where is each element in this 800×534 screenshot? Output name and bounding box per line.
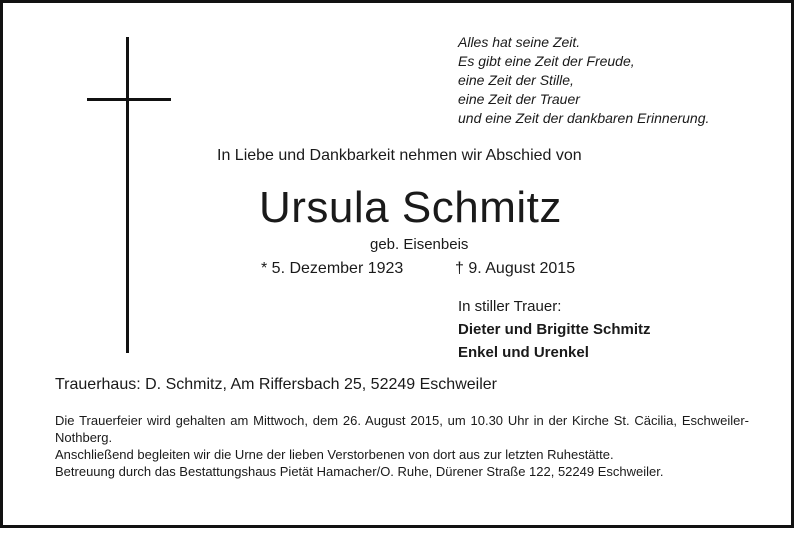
- poem-line: und eine Zeit der dankbaren Erinnerung.: [458, 110, 710, 126]
- poem: [458, 33, 709, 128]
- deceased-name: Ursula Schmitz: [259, 183, 562, 232]
- paragraph: Betreuung durch das Bestattungshaus Pietät Hamacher/O. Ruhe, Dürener Straße 122, 52249 Eschweiler.: [55, 464, 664, 479]
- mourners-heading: In stiller Trauer:: [458, 298, 562, 315]
- mourners-name: Dieter und Brigitte Schmitz: [458, 321, 651, 338]
- mourners-name: Enkel und Urenkel: [458, 344, 589, 361]
- ceremony-details: [55, 412, 749, 480]
- mourning-house-address: Trauerhaus: D. Schmitz, Am Riffersbach 25, 52249 Eschweiler: [55, 376, 497, 393]
- intro-text: In Liebe und Dankbarkeit nehmen wir Abschied von: [217, 147, 582, 164]
- paragraph: Anschließend begleiten wir die Urne der lieben Verstorbenen von dort aus zur letzten Ruhestätte.: [55, 447, 614, 462]
- paragraph: Die Trauerfeier wird gehalten am Mittwoch, dem 26. August 2015, um 10.30 Uhr in der Kirche St. Cäcilia, Eschweiler-Nothberg.: [55, 413, 749, 445]
- birth-date: * 5. Dezember 1923: [261, 260, 404, 277]
- cross-icon-bar: [87, 98, 171, 101]
- poem-line: eine Zeit der Trauer: [458, 91, 580, 107]
- birth-name: geb. Eisenbeis: [370, 236, 469, 253]
- poem-line: Es gibt eine Zeit der Freude,: [458, 53, 635, 69]
- death-date: † 9. August 2015: [455, 260, 576, 277]
- mourners-block: [458, 295, 651, 364]
- poem-line: eine Zeit der Stille,: [458, 72, 574, 88]
- poem-line: Alles hat seine Zeit.: [458, 34, 581, 50]
- cross-icon: [126, 37, 129, 353]
